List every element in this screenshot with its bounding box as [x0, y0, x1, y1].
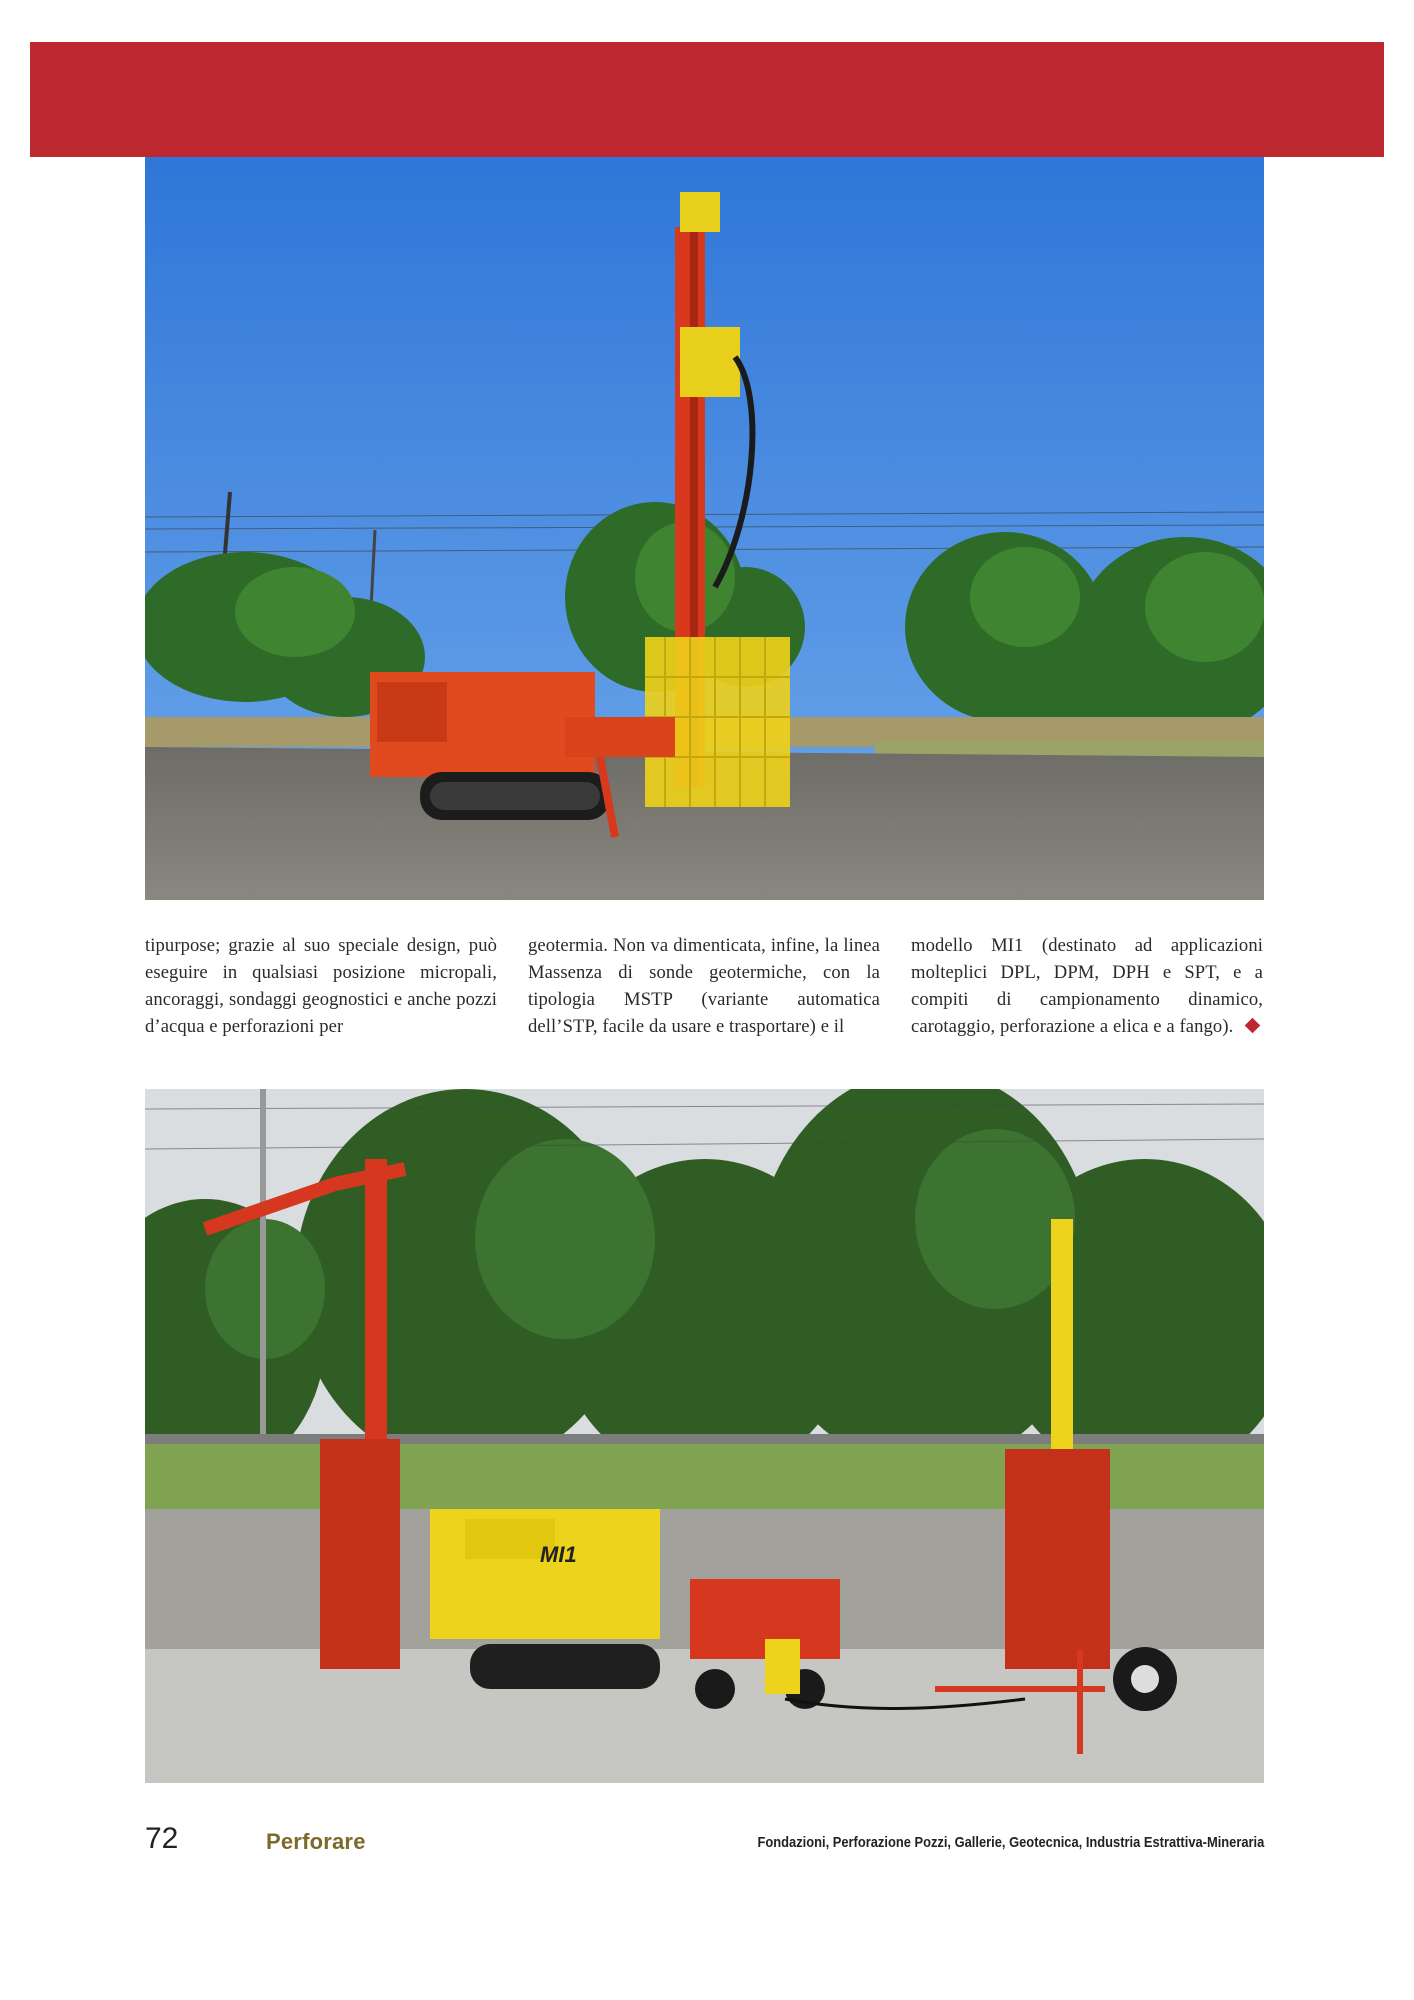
- header-red-band: [30, 42, 1384, 157]
- end-of-article-icon: [1245, 1018, 1261, 1034]
- drilling-rig-photo: [145, 157, 1264, 900]
- text-column-2: [528, 932, 880, 1040]
- paragraph: geotermia. Non va dimenticata, infine, la linea Massenza di sonde geotermiche, con la tipologia MSTP (variante automatica dell’STP, facile da usare e trasportare) e il: [528, 935, 880, 1037]
- text-column-1: [145, 932, 497, 1040]
- page-number: 72: [145, 1822, 179, 1855]
- magazine-tagline: Fondazioni, Perforazione Pozzi, Gallerie, Geotecnica, Industria Estrattiva-Mineraria: [757, 1834, 1264, 1851]
- paragraph-text: modello MI1 (destinato ad applicazioni molteplici DPL, DPM, DPH e SPT, e a compiti di campionamento dinamico, carotaggio, perforazione a elica e a fango).: [911, 935, 1263, 1037]
- paragraph: [911, 932, 1263, 1040]
- text-column-3: [911, 932, 1263, 1040]
- mi1-machines-photo: [145, 1089, 1264, 1783]
- magazine-logo: Perforare: [266, 1829, 366, 1854]
- machine-label: MI1: [540, 1542, 577, 1567]
- paragraph: tipurpose; grazie al suo speciale design, può eseguire in qualsiasi posizione micropali, ancoraggi, sondaggi geognostici e anche pozzi d’acqua e perforazioni per: [145, 935, 497, 1037]
